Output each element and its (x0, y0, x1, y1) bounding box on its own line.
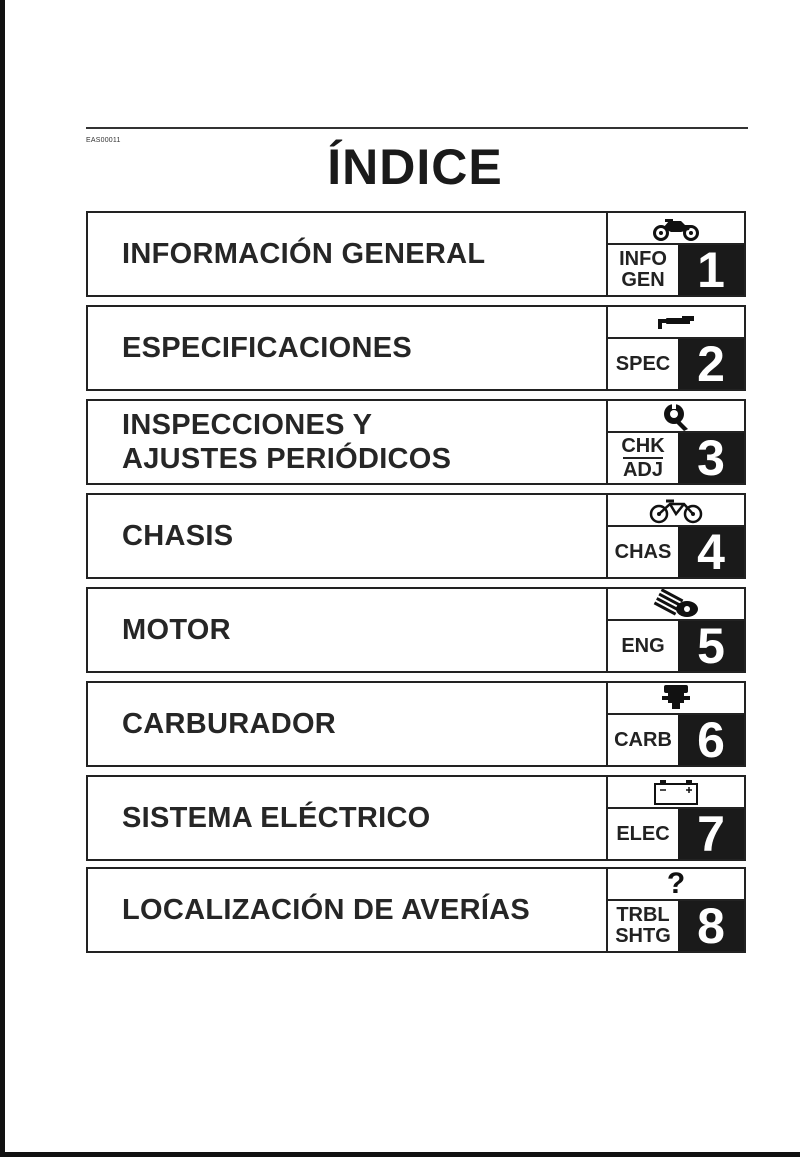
section-tab (606, 777, 744, 862)
section-code (608, 339, 678, 389)
section-code (608, 527, 678, 577)
tab-bottom (608, 430, 744, 486)
section-title (88, 307, 606, 389)
section-title-line: INFORMACIÓN GENERAL (122, 238, 486, 270)
section-title (88, 869, 606, 951)
section-title-line: AJUSTES PERIÓDICOS (122, 443, 452, 475)
toc-row-eng[interactable] (86, 587, 746, 673)
section-title (88, 213, 606, 295)
section-code-line: GEN (621, 269, 665, 291)
toc-row-info-gen[interactable] (86, 211, 746, 297)
section-code-line: SPEC (615, 352, 671, 375)
section-title-line: INSPECCIONES Y (122, 409, 373, 441)
section-title-line: ESPECIFICACIONES (122, 332, 413, 364)
toc-row-chas[interactable] (86, 493, 746, 579)
section-tab (606, 683, 744, 768)
section-code-line: CHAS (614, 540, 672, 563)
section-tab (606, 401, 744, 486)
section-number: 4 (678, 527, 744, 577)
section-tab (606, 495, 744, 580)
section-code-line: SHTG (615, 925, 671, 947)
section-title (88, 683, 606, 765)
page-title: ÍNDICE (327, 139, 503, 195)
section-title (88, 495, 606, 577)
section-title-line: CARBURADOR (122, 708, 337, 740)
section-title-line: CHASIS (122, 520, 234, 552)
section-code-line: ELEC (616, 822, 670, 845)
page-bottom-edge (0, 1152, 800, 1157)
section-code-line: CHK (621, 434, 665, 457)
section-code (608, 245, 678, 295)
toc-row-carb[interactable] (86, 681, 746, 767)
section-code-line: ADJ (622, 458, 663, 481)
tab-bottom (608, 898, 744, 954)
section-number: 6 (678, 715, 744, 765)
tab-bottom (608, 524, 744, 580)
toc-row-trbl-shtg[interactable] (86, 867, 746, 953)
section-code-line: ENG (621, 634, 665, 657)
tab-bottom (608, 618, 744, 674)
section-title (88, 589, 606, 671)
section-title-line: SISTEMA ELÉCTRICO (122, 802, 431, 834)
section-code (608, 433, 678, 483)
section-tab (606, 867, 744, 954)
tab-bottom (608, 806, 744, 862)
section-number: 5 (678, 621, 744, 671)
section-code-line: INFO (619, 248, 667, 270)
section-tab (606, 589, 744, 674)
section-number: 3 (678, 433, 744, 483)
section-title (88, 777, 606, 859)
tab-bottom (608, 336, 744, 392)
carburetor-icon (608, 683, 744, 713)
toc-row-chk-adj[interactable] (86, 399, 746, 485)
section-title-line: MOTOR (122, 614, 231, 646)
section-code (608, 901, 678, 951)
section-code (608, 809, 678, 859)
toc-row-elec[interactable] (86, 775, 746, 861)
question-icon (608, 869, 744, 899)
section-title-line: LOCALIZACIÓN DE AVERÍAS (122, 894, 531, 926)
toc-row-spec[interactable] (86, 305, 746, 391)
section-code-line: CARB (614, 728, 672, 751)
section-number: 8 (678, 901, 744, 951)
engine-icon (608, 589, 744, 619)
top-rule (86, 127, 748, 129)
section-tab (606, 213, 744, 298)
section-number: 7 (678, 809, 744, 859)
motorcycle-icon (608, 213, 744, 243)
chassis-icon (608, 495, 744, 525)
tab-bottom (608, 242, 744, 298)
tab-bottom (608, 712, 744, 768)
section-tab (606, 307, 744, 392)
section-code (608, 715, 678, 765)
section-code (608, 621, 678, 671)
battery-icon (608, 777, 744, 807)
section-number: 2 (678, 339, 744, 389)
section-code-line: TRBL (616, 904, 670, 926)
wrench-icon (608, 401, 744, 431)
doc-code: EAS00011 (86, 137, 121, 144)
section-number: 1 (678, 245, 744, 295)
caliper-icon (608, 307, 744, 337)
question-mark: ? (666, 867, 686, 900)
section-title (88, 401, 606, 483)
